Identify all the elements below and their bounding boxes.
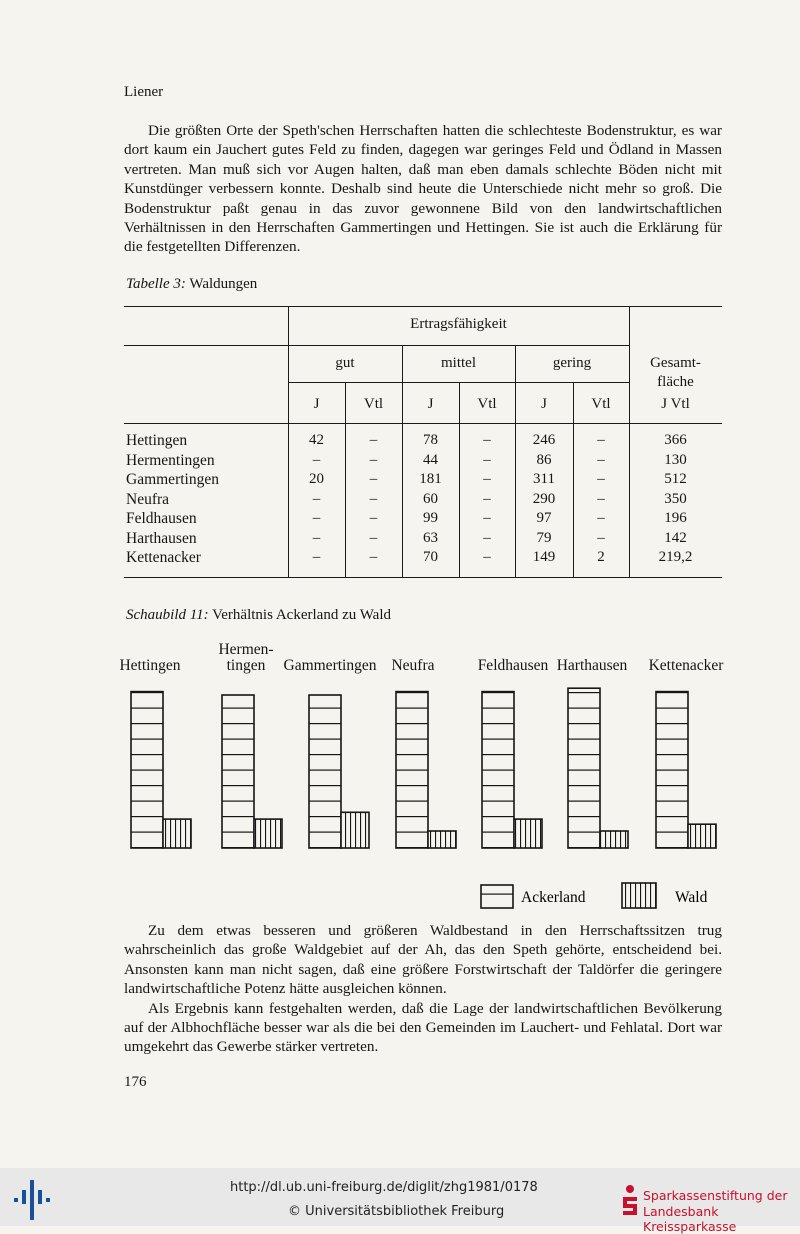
category-label: Hermen- xyxy=(218,641,274,658)
legend-swatch-wald xyxy=(622,883,656,908)
bar-ackerland xyxy=(131,692,163,848)
bar-wald xyxy=(514,819,542,848)
table-cell-mittel-j: 60 xyxy=(423,490,438,507)
table-cell-total: 350 xyxy=(664,490,687,507)
table-caption-label: Tabelle 3: xyxy=(126,276,186,292)
table-cell-gering-vtl: 2 xyxy=(597,549,605,565)
table-cell-gering-vtl: – xyxy=(597,490,605,507)
table-cell-gut-j: – xyxy=(312,451,321,468)
table-row-name: Gammertingen xyxy=(126,471,219,488)
legend-swatch-ackerland xyxy=(481,885,513,908)
sparkasse-logo-icon xyxy=(620,1184,640,1218)
category-label: Neufra xyxy=(391,657,435,674)
table-cell-mittel-vtl: – xyxy=(483,471,491,487)
table-cell-gering-j: 79 xyxy=(536,529,552,546)
bar-wald xyxy=(341,812,369,848)
category-label: Kettenacker xyxy=(648,657,724,674)
bar-wald xyxy=(428,831,456,848)
category-label: Hettingen xyxy=(119,657,181,674)
chart-caption xyxy=(126,607,391,624)
table-cell-mittel-vtl: – xyxy=(483,432,491,448)
category-label: Harthausen xyxy=(556,657,628,674)
paragraph-1: Die größten Orte der Speth'schen Herrschaften hatten die schlechteste Bodenstruktur, es war dort kaum ein Jauchert gutes Feld zu finden, dagegen war geringes Feld und Ödland in Massen vertreten. Man muß sich vor Augen halten, daß man eben damals schlechte Böden nicht mit Kunstdünger verbessern konnte. Deshalb sind heute die Unterschiede nicht mehr so groß. Die Bodenstruktur paßt genau in das zuvor gewonnene Bild von den landwirtschaftlichen Verhältnissen in den Herrschaften Gammertingen und Hettingen. Sie ist auch die Erklärung für die festgetellten Differenzen. xyxy=(124,122,722,256)
table-cell-total: 219,2 xyxy=(658,549,693,565)
closing-paragraphs xyxy=(124,921,722,1057)
bar-wald xyxy=(688,824,716,848)
table-cell-gut-vtl: – xyxy=(369,490,378,507)
table-cell-gering-vtl: – xyxy=(597,432,605,448)
table-cell-gering-vtl: – xyxy=(597,471,605,487)
table-caption-text: Waldungen xyxy=(189,276,258,292)
table-cell-gut-vtl: – xyxy=(369,471,378,487)
table-row-name: Hettingen xyxy=(126,432,188,449)
table-cell-mittel-j: 70 xyxy=(423,549,438,565)
table-cell-mittel-vtl: – xyxy=(483,490,491,507)
paragraph-2b: Als Ergebnis kann festgehalten werden, daß die Lage der landwirtschaftlichen Bevölkerung auf der Albhochfläche besser war als die bei den Gemeinden im Lauchert- und Fehlatal. Dort war umgekehrt das Gewerbe stärker vertreten. xyxy=(124,999,722,1056)
table-bottom-rule xyxy=(124,577,722,578)
table-cell-gering-vtl: – xyxy=(597,529,605,546)
unit-j: J xyxy=(427,396,434,412)
footer-url-link[interactable]: http://dl.ub.uni-freiburg.de/diglit/zhg1981/0178 xyxy=(230,1180,538,1195)
table-cell-gut-j: – xyxy=(312,510,321,526)
ub-freiburg-logo-icon xyxy=(10,1178,54,1222)
unit-total: J Vtl xyxy=(661,396,690,412)
category-label: Feldhausen xyxy=(477,657,549,674)
bar-wald xyxy=(163,819,191,848)
header-gesamt-line1: Gesamt- xyxy=(650,355,701,371)
chart-caption-text: Verhältnis Ackerland zu Wald xyxy=(212,607,391,623)
table-rule-2 xyxy=(124,345,629,346)
table-row-name: Harthausen xyxy=(126,529,197,547)
table-cell-gut-vtl: – xyxy=(369,432,378,448)
table-cell-total: 512 xyxy=(664,471,687,487)
bar-ackerland xyxy=(482,692,514,848)
table-cell-total: 366 xyxy=(664,432,687,448)
table-row-name: Feldhausen xyxy=(126,510,197,527)
table-cell-total: 130 xyxy=(664,451,687,468)
legend-label-wald: Wald xyxy=(675,889,708,906)
running-head: Liener xyxy=(124,84,164,100)
sponsor-line-1: Sparkassenstiftung der xyxy=(643,1188,788,1203)
header-mittel: mittel xyxy=(441,355,476,371)
table-cell-gut-vtl: – xyxy=(369,549,378,565)
table-cell-gut-vtl: – xyxy=(369,451,378,468)
table-cell-mittel-j: 63 xyxy=(423,529,438,546)
table-cell-gut-vtl: – xyxy=(369,529,378,546)
table-cell-gering-j: 311 xyxy=(533,471,555,487)
table-cell-gering-vtl: – xyxy=(597,510,605,526)
unit-j: J xyxy=(313,396,320,412)
header-gering: gering xyxy=(552,355,592,371)
bar-ackerland xyxy=(396,692,428,848)
bar-ackerland xyxy=(309,695,341,848)
chart-ackerland-wald xyxy=(0,630,800,910)
table-row-name: Hermentingen xyxy=(126,451,215,469)
chart-caption-label: Schaubild 11: xyxy=(126,607,209,623)
bar-ackerland xyxy=(222,695,254,848)
table-cell-gering-j: 290 xyxy=(532,490,556,507)
header-gesamt-line2: fläche xyxy=(657,374,694,390)
table-cell-total: 142 xyxy=(664,529,687,546)
category-label: Gammertingen xyxy=(283,657,377,674)
sponsor-line-2: Landesbank Kreissparkasse xyxy=(643,1204,737,1234)
table-cell-gering-j: 246 xyxy=(532,432,556,448)
table-header-bottom-rule xyxy=(124,423,722,424)
header-gut: gut xyxy=(335,355,355,371)
bar-ackerland xyxy=(568,688,600,848)
unit-vtl: Vtl xyxy=(363,396,384,412)
table-caption xyxy=(126,276,257,293)
unit-vtl: Vtl xyxy=(477,396,497,412)
table-cell-gering-j: 97 xyxy=(536,510,552,526)
table-cell-mittel-vtl: – xyxy=(483,451,491,468)
table-cell-mittel-j: 181 xyxy=(419,471,442,487)
table-row-name: Neufra xyxy=(126,490,170,508)
table-cell-mittel-vtl: – xyxy=(483,529,491,546)
table-cell-gut-j: – xyxy=(312,529,321,546)
table-cell-gering-j: 86 xyxy=(536,451,552,468)
table-cell-gering-j: 149 xyxy=(532,549,556,565)
category-label: tingen xyxy=(226,657,266,674)
table-cell-gut-j: 42 xyxy=(309,432,324,448)
unit-vtl: Vtl xyxy=(591,396,611,412)
bar-wald xyxy=(254,819,282,848)
paragraph-2a: Zu dem etwas besseren und größeren Waldbestand in den Herrschaftssitzen trug wahrscheinlich das große Waldgebiet auf der Ah, das den Speth gehörte, entscheidend bei. Ansonsten kann man nicht sagen, daß eine größere Forstwirtschaft der Taldörfer die geringere landwirtschaftliche Potenz hätte ausgleichen können. xyxy=(124,922,722,998)
table-cell-mittel-j: 78 xyxy=(423,432,438,448)
table-cell-gut-j: 20 xyxy=(309,471,324,487)
table-cell-total: 196 xyxy=(664,510,687,526)
table-cell-mittel-j: 44 xyxy=(423,451,438,468)
bar-ackerland xyxy=(656,692,688,848)
table-cell-gut-vtl: – xyxy=(369,510,378,526)
header-ertragsfaehigkeit: Ertragsfähigkeit xyxy=(410,316,507,332)
legend-label-ackerland: Ackerland xyxy=(521,889,586,906)
bar-wald xyxy=(600,831,628,848)
table-row-name: Kettenacker xyxy=(126,549,201,566)
page-number: 176 xyxy=(124,1074,147,1090)
table-cell-gut-j: – xyxy=(312,549,321,565)
table-cell-mittel-vtl: – xyxy=(483,549,491,565)
table-cell-gering-vtl: – xyxy=(597,451,605,468)
table-cell-mittel-vtl: – xyxy=(483,510,491,526)
intro-paragraph xyxy=(124,121,722,257)
table-cell-gut-j: – xyxy=(312,490,321,507)
table-cell-mittel-j: 99 xyxy=(423,510,438,526)
unit-j: J xyxy=(541,396,547,412)
footer-copyright: © Universitätsbibliothek Freiburg xyxy=(288,1204,505,1219)
table-top-rule xyxy=(124,306,722,307)
